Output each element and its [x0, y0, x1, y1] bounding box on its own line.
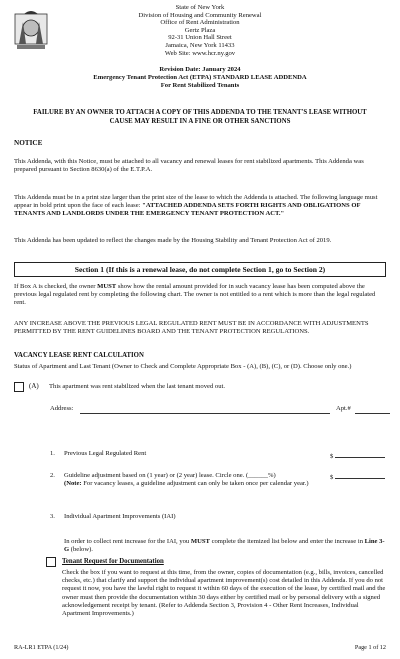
agency-line: Jamaica, New York 11433: [165, 41, 235, 49]
option-a-text: This apartment was rent stabilized when the last tenant moved out.: [49, 383, 225, 390]
rent-calculation-heading: VACANCY LEASE RENT CALCULATION: [14, 352, 144, 359]
address-field[interactable]: [80, 413, 330, 414]
iai-text-end: (below).: [69, 546, 93, 554]
agency-address-block: [60, 4, 340, 57]
section-1-heading: Section 1 (If this is a renewal lease, do not complete Section 1, go to Section 2): [14, 262, 386, 277]
iai-text: In order to collect rent increase for the IAI, you: [64, 538, 191, 545]
address-row: [50, 405, 390, 412]
note-label: (Note:: [64, 480, 82, 488]
apt-number-field[interactable]: [355, 413, 390, 414]
note-text: For vacancy leases, a guideline adjustment can only be taken once per calendar year.): [81, 480, 309, 488]
must-emphasis: MUST: [97, 283, 117, 290]
sanction-warning: FAILURE BY AN OWNER TO ATTACH A COPY OF THIS ADDENDA TO THE TENANT'S LEASE WITHOUT CAUSE MAY RESULT IN A FINE OR OTHER SANCTIONS: [33, 109, 367, 125]
tenant-request-checkbox[interactable]: [46, 557, 56, 567]
tenant-request-text: Check the box if you want to request at this time, from the owner, copies of documentation (e.g., bills, invoices, cancelled checks, etc.) that clarify and support the individual apartment improvement(s) cost detailed in this Addenda. If you do not request it now, you have the lawful right to request it within 60 days of the execution of the lease, by certified mail and the owner must then provide the documentation within 30 days either by certified mail or by personal delivery with a signed acknowledgement receipt by tenant. (Refer to Addenda Section 3, Provision 4 - Other Rent Increases, Individual Apartment Improvements.): [62, 569, 386, 618]
print-size-paragraph: [14, 194, 386, 219]
status-instructions: Status of Apartment and Last Tenant (Owner to Check and Complete Appropriate Box - (A), (B), (C), or (D). Choose only one.): [14, 363, 352, 370]
guideline-adjustment-amount[interactable]: [330, 472, 385, 481]
previous-rent-amount[interactable]: [330, 451, 385, 460]
apt-label: Apt.#: [336, 405, 351, 412]
agency-line: Gertz Plaza: [184, 26, 216, 34]
item-text: Previous Legal Regulated Rent: [64, 450, 147, 457]
amount-field[interactable]: [335, 472, 385, 479]
new-york-state-seal-icon: [14, 8, 48, 52]
revision-date: Revision Date: January 2024: [159, 66, 241, 73]
iai-instructions: [64, 538, 386, 554]
required-bold-language: "ATTACHED ADDENDA SETS FORTH RIGHTS AND OBLIGATIONS OF TENANTS AND LANDLORDS UNDER THE EMERGENCY TENANT PROTECTION ACT.": [14, 202, 361, 218]
option-a-checkbox[interactable]: [14, 382, 24, 392]
box-a-text: If Box A is checked, the owner: [14, 283, 98, 290]
agency-line: Division of Housing and Community Renewal: [138, 11, 262, 19]
line-3g-reference: Line 3-G: [64, 538, 385, 554]
item-text: Guideline adjustment based on (1 year) or (2 year) lease. Circle one. (______%): [64, 472, 276, 479]
agency-line: Office of Rent Administration: [160, 19, 240, 27]
item-text: Individual Apartment Improvements (IAI): [64, 513, 176, 520]
page-number: Page 1 of 12: [354, 644, 386, 651]
dollar-sign: $: [330, 474, 334, 481]
address-label: Address:: [50, 405, 74, 412]
item-text-block: [64, 472, 319, 488]
notice-heading: NOTICE: [14, 139, 43, 147]
increase-caps-paragraph: ANY INCREASE ABOVE THE PREVIOUS LEGAL REGULATED RENT MUST BE IN ACCORDANCE WITH ADJUSTMENTS PERMITTED BY THE RENT GUIDELINES BOARD AND THE TENANT PROTECTION REGULATIONS.: [14, 320, 369, 336]
agency-line: State of New York: [175, 4, 225, 11]
hstpa-update-paragraph: This Addenda has been updated to reflect the changes made by the Housing Stability and Tenant Protection Act of 2019.: [14, 237, 332, 244]
agency-line: 92-31 Union Hall Street: [168, 34, 232, 42]
box-a-instructions: [14, 283, 386, 308]
notice-paragraph: This Addenda, with this Notice, must be attached to all vacancy and renewal leases for rent stabilized apartments. This Addenda was prepared pursuant to Section 8630(a) of the E.T.P.A.: [14, 158, 364, 174]
amount-field[interactable]: [335, 451, 385, 458]
option-a-label: (A): [29, 382, 39, 390]
print-size-text: This Addenda must be in a print size larger than the print size of the lease to which the Addenda is attached. The following language must appear in bold print upon the face of each lease:: [14, 194, 378, 210]
dollar-sign: $: [330, 453, 334, 460]
document-subtitle: For Rent Stabilized Tenants: [160, 82, 240, 89]
item-number: 1.: [50, 450, 55, 457]
must-emphasis: MUST: [190, 538, 210, 545]
item-number: 2.: [50, 472, 55, 479]
form-id: RA-LR1 ETPA (1/24): [14, 644, 69, 651]
agency-website: Web Site: www.hcr.ny.gov: [164, 49, 236, 57]
box-a-text-cont: show how the rental amount provided for in such vacancy lease has been computed above the previous legal regulated rent by completing the following chart. The owner is not entitled to a rent which is more than the legal regulated rent.: [14, 283, 376, 307]
tenant-request-heading: Tenant Request for Documentation: [62, 558, 164, 565]
document-title: Emergency Tenant Protection Act (ETPA) STANDARD LEASE ADDENDA: [93, 74, 307, 81]
iai-text-cont: complete the itemized list below and enter the increase in: [209, 538, 365, 545]
item-number: 3.: [50, 513, 55, 520]
